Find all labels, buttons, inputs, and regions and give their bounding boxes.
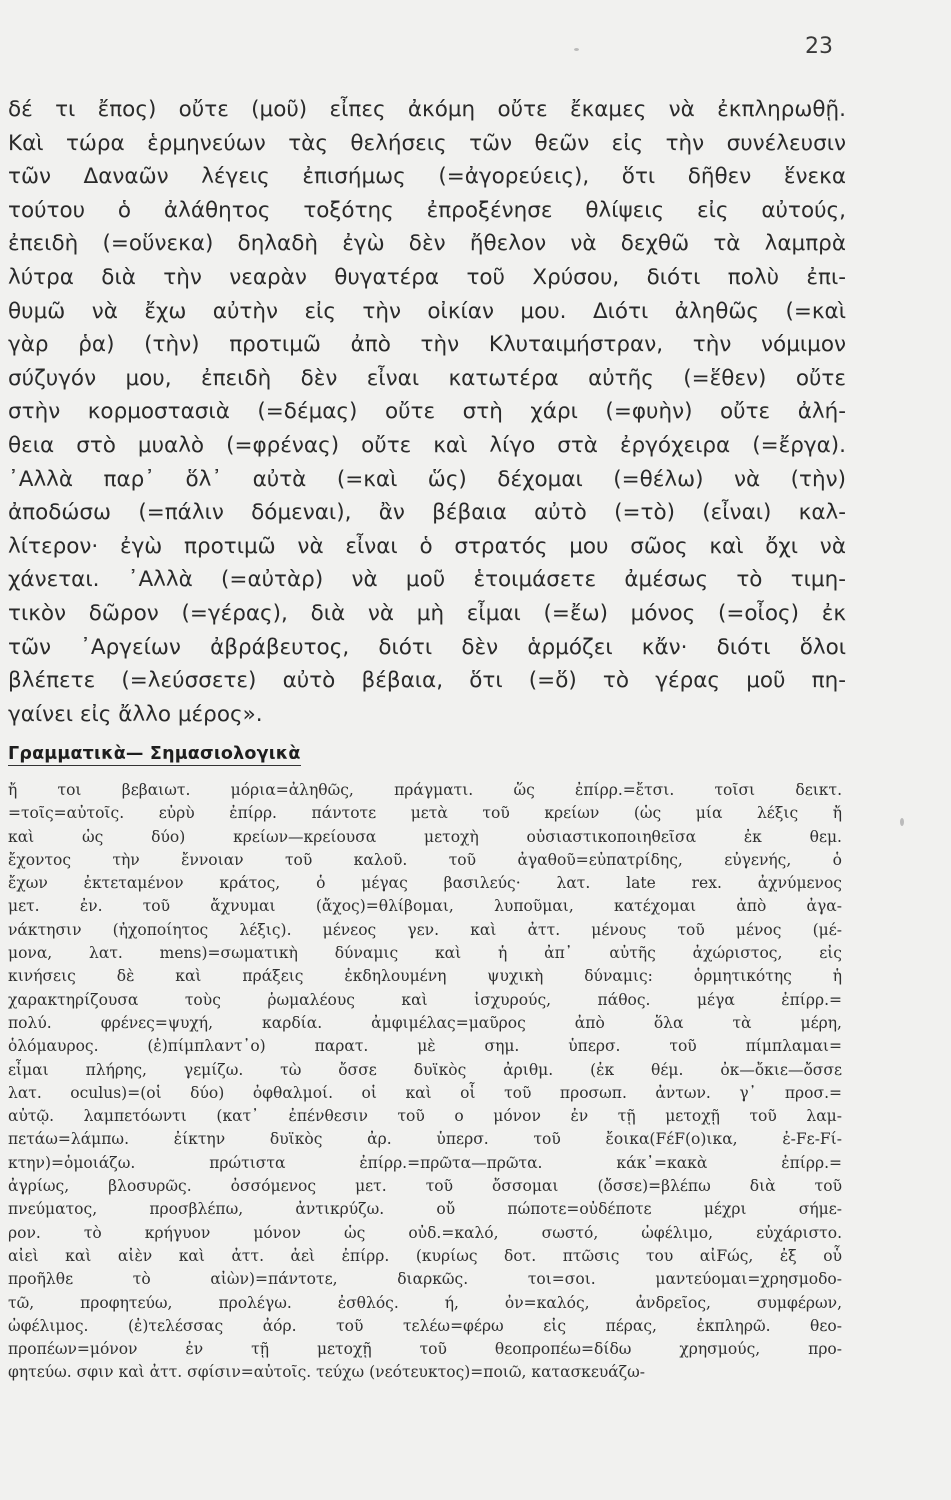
gloss-line: πολύ. φρένες=ψυχή, καρδία. ἀμφιμέλας=μαῦρος ἀπὸ ὅλα τὰ μέρη, bbox=[8, 1013, 842, 1032]
gloss-line: φητεύω. σφιν καὶ ἀττ. σφίσιν=αὐτοῖς. τεύχω (νεότευκτος)=ποιῶ, κατασκευάζω- bbox=[8, 1363, 646, 1382]
main-text-line: σύζυγόν μου, ἐπειδὴ δὲν εἶναι κατωτέρα αὐτῆς (=ἕθεν) οὔτε bbox=[8, 365, 846, 391]
gloss-line: νάκτησιν (ἠχοποίητος λέξις). μένεος γεν. καὶ ἀττ. μένους τοῦ μένος (μέ- bbox=[8, 920, 842, 939]
gloss-line: μονα, λατ. mens)=σωματικὴ δύναμις καὶ ἡ ἀπ᾿ αὐτῆς ἀχώριστος, εἰς bbox=[8, 944, 842, 963]
gloss-line: χαρακτηρίζουσα τοὺς ῥωμαλέους καὶ ἰσχυρούς, πάθος. μέγα ἐπίρρ.= bbox=[8, 990, 842, 1009]
main-text-line: τῶν ᾿Αργείων ἀβράβευτος, διότι δὲν ἁρμόζει κἄν· διότι ὅλοι bbox=[8, 634, 846, 660]
main-text-line: στὴν κορμοστασιὰ (=δέμας) οὔτε στὴ χάρι (=φυὴν) οὔτε ἀλή- bbox=[8, 399, 846, 425]
main-text-line: δέ τι ἔπος) οὔτε (μοῦ) εἶπες ἀκόμη οὔτε ἔκαμες νὰ ἐκπληρωθῇ. bbox=[8, 97, 846, 122]
gloss-line: ἤ τοι βεβαιωτ. μόρια=ἀληθῶς, πράγματι. ὥς ἐπίρρ.=ἔτσι. τοῖσι δεικτ. bbox=[8, 781, 842, 799]
gloss-line: τῶ, προφητεύω, προλέγω. ἐσθλός. ή, ὀν=καλός, ἀνδρεῖος, συμφέρων, bbox=[8, 1293, 842, 1312]
main-text-line: γαίνει εἰς ἄλλο μέρος». bbox=[8, 701, 263, 727]
page-smudge bbox=[574, 48, 579, 51]
main-text-line: θεια στὸ μυαλὸ (=φρένας) οὔτε καὶ λίγο στὰ ἐργόχειρα (=ἔργα). bbox=[8, 432, 846, 458]
main-text-line: λύτρα διὰ τὴν νεαρὰν θυγατέρα τοῦ Χρύσου, διότι πολὺ ἐπι- bbox=[8, 264, 846, 290]
main-text-line: λίτερον· ἐγὼ προτιμῶ νὰ εἶναι ὁ στρατός μου σῶος καὶ ὄχι νὰ bbox=[8, 533, 846, 559]
page-smudge bbox=[900, 818, 904, 826]
gloss-line: πνεύματος, προσβλέπω, ἀντικρύζω. οὔ πώποτε=οὐδέποτε μέχρι σήμε- bbox=[8, 1200, 842, 1219]
page-number: 23 bbox=[805, 34, 833, 59]
gloss-line: μετ. ἐν. τοῦ ἄχνυμαι (ἄχος)=θλίβομαι, λυποῦμαι, κατέχομαι ἀπὸ ἀγα- bbox=[8, 897, 842, 916]
gloss-line: καὶ ὡς δύο) κρείων—κρείουσα μετοχὴ οὐσιαστικοποιηθεῖσα ἐκ θεμ. bbox=[8, 827, 842, 846]
gloss-line: ἔχων ἐκτεταμένον κράτος, ὁ μέγας βασιλεύς· λατ. late rex. ἀχνύμενος bbox=[8, 874, 842, 893]
gloss-line: ὁλόμαυρος. (ἐ)πίμπλαντ᾿ο) παρατ. μὲ σημ. ὑπερσ. τοῦ πίμπλαμαι= bbox=[8, 1037, 842, 1056]
gloss-line: λατ. oculus)=(οἱ δύο) ὀφθαλμοί. οἱ καὶ οἷ τοῦ προσωπ. ἀντων. γ᾿ προσ.= bbox=[8, 1083, 842, 1102]
main-text bbox=[8, 93, 846, 731]
gloss-line: εἶμαι πλήρης, γεμίζω. τὼ ὄσσε δυϊκὸς ἀριθμ. (ἐκ θέμ. ὀκ—ὄκιε—ὄσσε bbox=[8, 1060, 842, 1079]
main-text-line: ᾿Αλλὰ παρ᾿ ὅλ᾿ αὐτὰ (=καὶ ὥς) δέχομαι (=θέλω) νὰ (τὴν) bbox=[8, 466, 846, 492]
gloss-line: αἰεὶ καὶ αἰὲν καὶ ἀττ. ἀεὶ ἐπίρρ. (κυρίως δοτ. πτῶσις του αἰFώς, ἐξ οὗ bbox=[8, 1246, 842, 1265]
gloss-line: κτην)=ὁμοιάζω. πρώτιστα ἐπίρρ.=πρῶτα—πρῶτα. κάκ᾿=κακὰ ἐπίρρ.= bbox=[8, 1153, 842, 1172]
main-text-line: ἐπειδὴ (=οὕνεκα) δηλαδὴ ἐγὼ δὲν ἤθελον νὰ δεχθῶ τὰ λαμπρὰ bbox=[8, 231, 846, 257]
main-text-line: θυμῶ νὰ ἔχω αὐτὴν εἰς τὴν οἰκίαν μου. Διότι ἀληθῶς (=καὶ bbox=[8, 298, 846, 324]
gloss-line: ἔχοντος τὴν ἔννοιαν τοῦ καλοῦ. τοῦ ἀγαθοῦ=εὐπατρίδης, εὐγενής, ὁ bbox=[8, 850, 842, 869]
gloss-line: προῆλθε τὸ αἰὼν)=πάντοτε, διαρκῶς. τοι=σοι. μαντεύομαι=χρησμοδο- bbox=[8, 1270, 842, 1289]
main-text-line: τικὸν δῶρον (=γέρας), διὰ νὰ μὴ εἶμαι (=ἔω) μόνος (=οἶος) ἐκ bbox=[8, 600, 846, 626]
gloss-line: προπέων=μόνον ἐν τῇ μετοχῇ τοῦ θεοπροπέω=δίδω χρησμούς, προ- bbox=[8, 1340, 842, 1359]
main-text-line: χάνεται. ᾿Αλλὰ (=αὐτὰρ) νὰ μοῦ ἑτοιμάσετε ἀμέσως τὸ τιμη- bbox=[8, 567, 846, 593]
main-text-line: ἀποδώσω (=πάλιν δόμεναι), ἂν βέβαια αὐτὸ (=τὸ) (εἶναι) καλ- bbox=[8, 500, 846, 526]
main-text-line: τούτου ὁ ἀλάθητος τοξότης ἐπροξένησε θλίψεις εἰς αὐτούς, bbox=[8, 197, 846, 223]
gloss-line: κινήσεις δὲ καὶ πράξεις ἐκδηλουμένη ψυχικὴ δύναμις: ὁρμητικότης ἡ bbox=[8, 967, 842, 986]
main-text-line: Καὶ τώρα ἑρμηνεύων τὰς θελήσεις τῶν θεῶν εἰς τὴν συνέλευσιν bbox=[8, 130, 846, 156]
main-text-line: βλέπετε (=λεύσσετε) αὐτὸ βέβαια, ὅτι (=ὅ) τὸ γέρας μοῦ πη- bbox=[8, 668, 846, 694]
main-text-line: γὰρ ῥα) (τὴν) προτιμῶ ἀπὸ τὴν Κλυταιμήστραν, τὴν νόμιμον bbox=[8, 332, 846, 358]
section-heading: Γραμματικὰ— Σημασιολογικὰ bbox=[8, 744, 301, 764]
gloss-line: =τοῖς=αὐτοῖς. εὐρὺ ἐπίρρ. πάντοτε μετὰ τοῦ κρείων (ὡς μία λέξις ἤ bbox=[8, 804, 842, 823]
gloss-text bbox=[8, 779, 842, 1385]
gloss-line: ρον. τὸ κρήγυον μόνον ὡς οὐδ.=καλό, σωστό, ὠφέλιμο, εὐχάριστο. bbox=[8, 1223, 842, 1242]
main-text-line: τῶν Δαναῶν λέγεις ἐπισήμως (=ἀγορεύεις), ὅτι δῆθεν ἕνεκα bbox=[8, 164, 846, 190]
gloss-line: αὐτῷ. λαμπετόωντι (κατ᾿ ἐπένθεσιν τοῦ ο μόνον ἐν τῇ μετοχῇ τοῦ λαμ- bbox=[8, 1107, 842, 1126]
gloss-line: ἀγρίως, βλοσυρῶς. ὀσσόμενος μετ. τοῦ ὄσσομαι (ὄσσε)=βλέπω διὰ τοῦ bbox=[8, 1177, 842, 1196]
gloss-line: ὠφέλιμος. (ἐ)τελέσσας ἀόρ. τοῦ τελέω=φέρω εἰς πέρας, ἐκπληρῶ. θεο- bbox=[8, 1316, 842, 1335]
gloss-line: πετάω=λάμπω. ἐίκτην δυϊκὸς ἀρ. ὑπερσ. τοῦ ἔοικα(FέF(ο)ικα, ἐ-Fε-Fί- bbox=[8, 1130, 842, 1149]
